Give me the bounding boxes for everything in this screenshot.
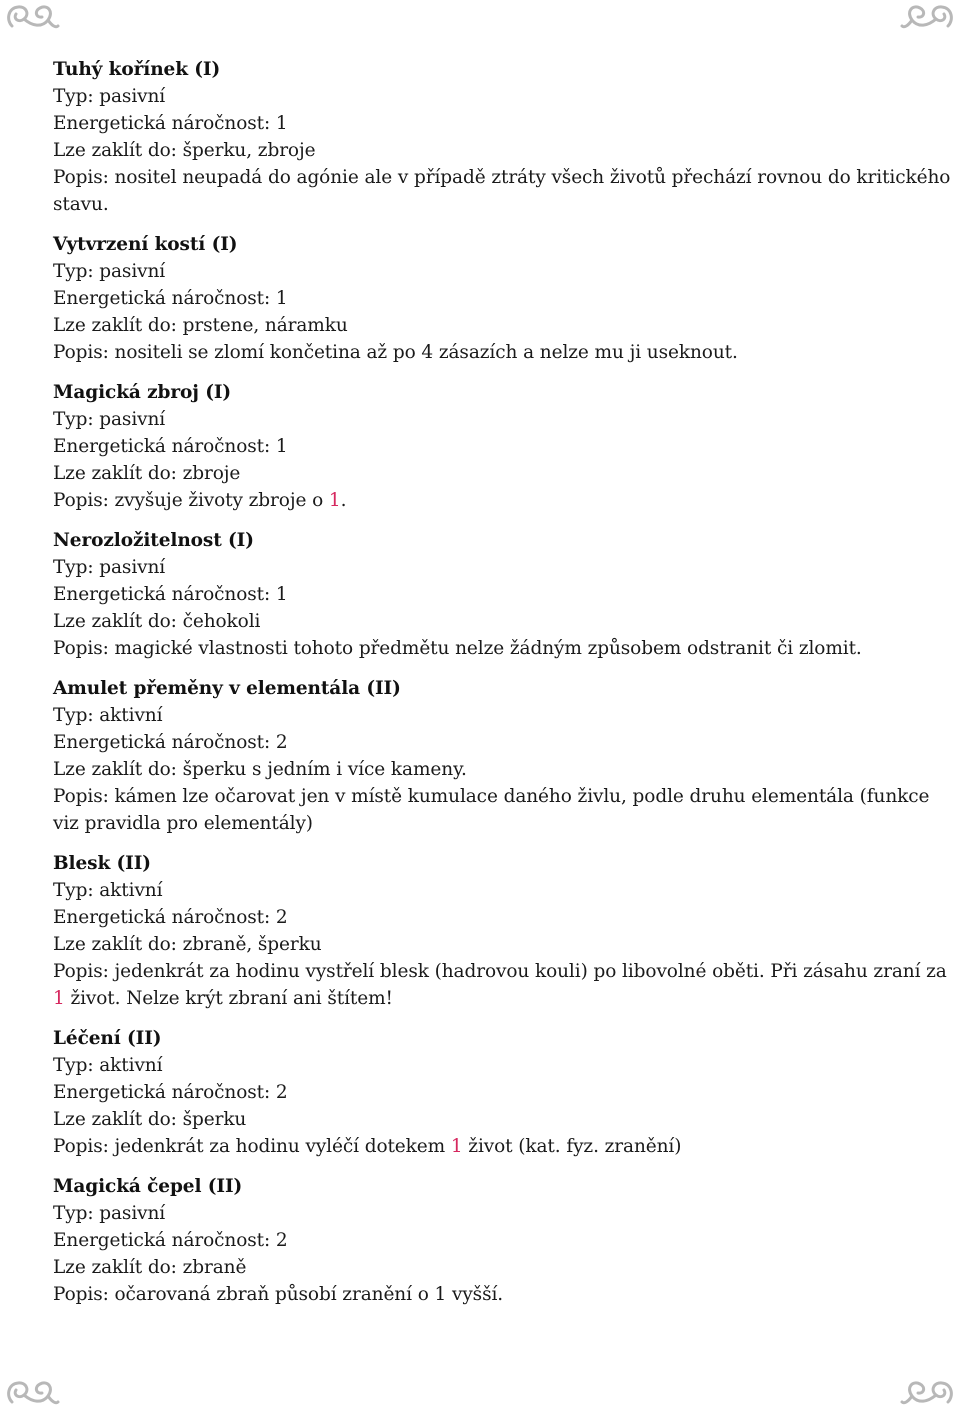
spell-description: [53, 487, 958, 514]
spell-type: Typ: pasivní: [53, 1203, 166, 1224]
corner-ornament-icon: [900, 0, 956, 36]
spell-energy: Energetická náročnost: 2: [53, 732, 288, 753]
highlight-number: 1: [450, 1136, 463, 1157]
spell-type: Typ: pasivní: [53, 86, 166, 107]
corner-ornament-icon: [4, 1376, 60, 1412]
spell-entry: [53, 56, 958, 218]
spell-title: Magická čepel (II): [53, 1176, 243, 1197]
spell-description: [53, 1133, 958, 1160]
spell-cast-target: Lze zaklít do: zbroje: [53, 463, 241, 484]
description-text: život (kat. fyz. zranění): [462, 1136, 682, 1157]
spell-cast-target: Lze zaklít do: zbraně: [53, 1257, 247, 1278]
spell-title: Magická zbroj (I): [53, 382, 232, 403]
corner-ornament-icon: [900, 1376, 956, 1412]
spell-entry: [53, 1173, 958, 1308]
spell-cast-target: Lze zaklít do: prstene, náramku: [53, 315, 348, 336]
spell-energy: Energetická náročnost: 1: [53, 436, 288, 457]
spell-entry: [53, 379, 958, 514]
spell-type: Typ: pasivní: [53, 261, 166, 282]
spell-cast-target: Lze zaklít do: šperku: [53, 1109, 247, 1130]
spell-energy: Energetická náročnost: 2: [53, 1082, 288, 1103]
spell-description: Popis: očarovaná zbraň působí zranění o 1 vyšší.: [53, 1284, 504, 1305]
spell-entry: [53, 675, 958, 837]
spell-energy: Energetická náročnost: 1: [53, 584, 288, 605]
spell-title: Léčení (II): [53, 1028, 162, 1049]
spell-title: Amulet přeměny v elementála (II): [53, 678, 401, 699]
spell-entry: [53, 231, 958, 366]
spell-type: Typ: aktivní: [53, 705, 163, 726]
spell-description: Popis: nositel neupadá do agónie ale v případě ztráty všech životů přechází rovnou do kritického stavu.: [53, 167, 951, 215]
spell-cast-target: Lze zaklít do: šperku, zbroje: [53, 140, 316, 161]
spell-cast-target: Lze zaklít do: zbraně, šperku: [53, 934, 322, 955]
spell-cast-target: Lze zaklít do: šperku s jedním i více kameny.: [53, 759, 467, 780]
spell-cast-target: Lze zaklít do: čehokoli: [53, 611, 261, 632]
highlight-number: 1: [53, 988, 65, 1009]
spell-entry: [53, 527, 958, 662]
spell-energy: Energetická náročnost: 1: [53, 113, 288, 134]
spell-title: Blesk (II): [53, 853, 151, 874]
spell-energy: Energetická náročnost: 1: [53, 288, 288, 309]
description-text: Popis: jedenkrát za hodinu vyléčí dotekem: [53, 1136, 451, 1157]
spell-description: Popis: magické vlastnosti tohoto předmětu nelze žádným způsobem odstranit či zlomit.: [53, 638, 862, 659]
description-text: Popis: zvyšuje životy zbroje o: [53, 490, 329, 511]
spell-description: [53, 958, 958, 1012]
description-text: .: [340, 490, 347, 511]
spell-energy: Energetická náročnost: 2: [53, 907, 288, 928]
document-body: [53, 56, 958, 1321]
spell-type: Typ: aktivní: [53, 880, 163, 901]
description-text: Popis: jedenkrát za hodinu vystřelí blesk (hadrovou kouli) po libovolné oběti. Při zásahu zraní za: [53, 961, 947, 982]
spell-type: Typ: pasivní: [53, 557, 166, 578]
spell-description: Popis: nositeli se zlomí končetina až po 4 zásazích a nelze mu ji useknout.: [53, 342, 738, 363]
spell-type: Typ: aktivní: [53, 1055, 163, 1076]
spell-title: Vytvrzení kostí (I): [53, 234, 238, 255]
corner-ornament-icon: [4, 0, 60, 36]
highlight-number: 1: [328, 490, 341, 511]
spell-description: Popis: kámen lze očarovat jen v místě kumulace daného živlu, podle druhu elementála (funkce viz pravidla pro elementály): [53, 786, 930, 834]
spell-title: Nerozložitelnost (I): [53, 530, 254, 551]
spell-entry: [53, 850, 958, 1012]
spell-entry: [53, 1025, 958, 1160]
spell-type: Typ: pasivní: [53, 409, 166, 430]
description-text: život. Nelze krýt zbraní ani štítem!: [64, 988, 393, 1009]
spell-energy: Energetická náročnost: 2: [53, 1230, 288, 1251]
spell-title: Tuhý kořínek (I): [53, 59, 221, 80]
